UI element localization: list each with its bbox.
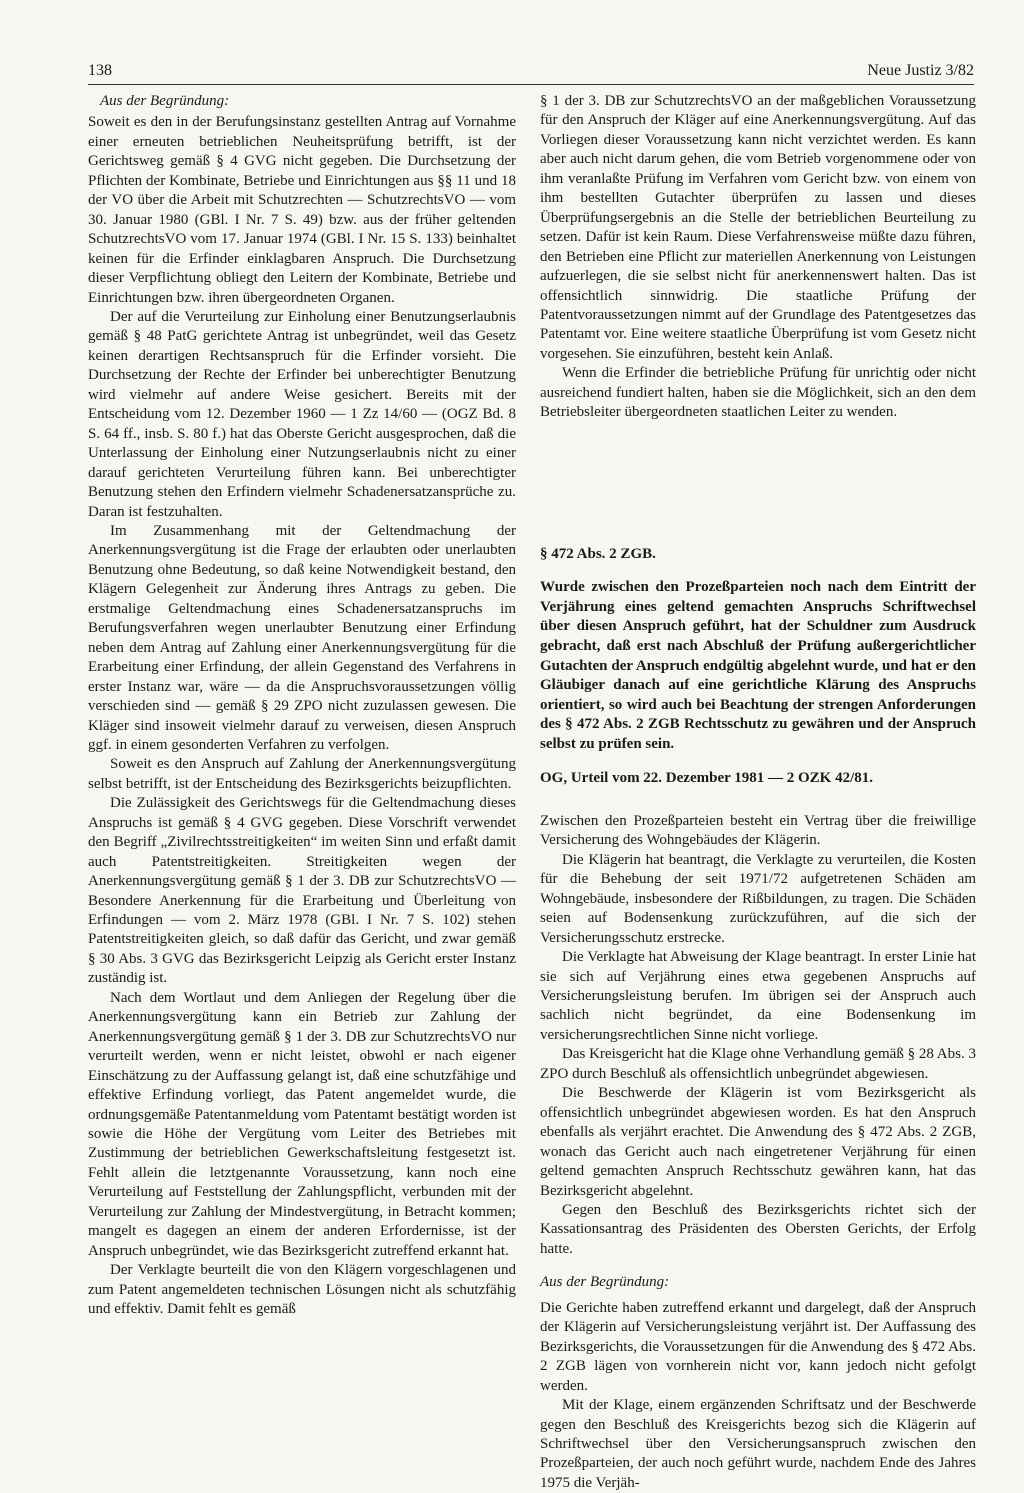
left-paragraph-7: Der Verklagte beurteilt die von den Klägern vorgeschlagenen und zum Patent angemeldeten technischen Lösungen nicht als schutzfähig und effektiv. Damit fehlt es gemäß xyxy=(88,1262,516,1318)
left-paragraph-5: Die Zulässigkeit des Gerichtswegs für die Geltendmachung dieses Anspruchs ist gemäß § 4 GVG gegeben. Diese Vorschrift verwendet den Begriff „Zivilrechtsstreitigkeiten“ im weiten Sinn und erfaßt damit auch Patentstreitigkeiten. Streitigkeiten wegen der Anerkennungsvergütung gemäß § 1 der 3. DB zur SchutzrechtsVO — Besondere Anerkennung für die Erarbeitung und Überleitung von Erfindungen — vom 2. März 1978 (GBl. I Nr. 7 S. 102) stehen Patentstreitigkeiten gleich, so daß dafür das Gericht, und zwar gemäß § 30 Abs. 3 GVG das Bezirksgericht Leipzig als Gericht erster Instanz zuständig ist. xyxy=(88,795,516,987)
headnote: Wurde zwischen den Prozeßparteien noch nach dem Eintritt der Verjährung eines geltend gemachten Anspruchs Schriftwechsel über diesen Anspruch geführt, hat der Schuldner zum Ausdruck gebracht, daß erst nach Abschluß der Prüfung außergerichtlicher Gutachten der Anspruch endgültig abgelehnt wurde, und hat er den Gläubiger danach auf eine gerichtliche Klärung des Anspruchs orientiert, so wird auch bei Beachtung der strengen Anforderungen des § 472 Abs. 2 ZGB Rechtsschutz zu gewähren und der Anspruch selbst zu prüfen sein. xyxy=(540,579,976,752)
heading-spacer xyxy=(540,564,976,578)
headnote-spacer xyxy=(540,755,976,769)
reasons-paragraph-1: Die Gerichte haben zutreffend erkannt und dargelegt, daß der Anspruch der Klägerin auf Versicherungsleistung verjährt ist. Der Auffassung des Bezirksgerichts, die Voraussetzungen für die Anwendung des § 472 Abs. 2 ZGB lägen von vornherein nicht vor, kann jedoch nicht gefolgt werden. xyxy=(540,1299,976,1394)
page-number: 138 xyxy=(88,62,112,79)
citation-spacer xyxy=(540,788,976,812)
page-header xyxy=(88,62,974,85)
reasons-paragraph-2: Mit der Klage, einem ergänzenden Schriftsatz und der Beschwerde gegen den Beschluß des Kreisgerichts bezog sich die Klägerin auf Schriftwechsel über den Versicherungsanspruch zwischen den Prozeßparteien, der auch noch geführt wurde, nachdem Ende des Jahres 1975 die Verjäh- xyxy=(540,1397,976,1491)
left-paragraph-6: Nach dem Wortlaut und dem Anliegen der Regelung über die Anerkennungsvergütung kann ein Betrieb zur Zahlung der Anerkennungsvergütung gemäß § 1 der 3. DB zur SchutzrechtsVO nur verurteilt werden, wenn er nicht leistet, obwohl er nach eigener Einschätzung zu der Auffassung gelangt ist, daß eine schutzfähige und effektive Erfindung vorliegt, das Patent angemeldet wurde, die ordnungsgemäße Patentanmeldung vom Patentamt bestätigt worden ist sowie die Höhe der Vergütung vom Leiter des Betriebes mit Zustimmung der betrieblichen Gewerkschaftsleitung festgesetzt ist. Fehlt allein die letztgenannte Voraussetzung, kann noch eine Verurteilung auf Feststellung der Zahlungspflicht, verbunden mit der Verurteilung zur Zahlung der Mindestvergütung, in Betracht kommen; mangelt es dagegen an einem der anderen Erfordernisse, ist der Anspruch unbegründet, wie das Bezirksgericht zutreffend erkannt hat. xyxy=(88,989,516,1259)
section-spacer xyxy=(540,423,976,545)
left-paragraph-4: Soweit es den Anspruch auf Zahlung der Anerkennungsvergütung selbst betrifft, ist der Entscheidung des Bezirksgerichts beizupflichten. xyxy=(88,756,516,792)
case-paragraph-4: Das Kreisgericht hat die Klage ohne Verhandlung gemäß § 28 Abs. 3 ZPO durch Beschluß als offensichtlich unbegründet abgewiesen. xyxy=(540,1046,976,1082)
right-paragraph-2: Wenn die Erfinder die betriebliche Prüfung für unrichtig oder nicht ausreichend fundiert halten, haben sie die Möglichkeit, sich an den dem Betriebsleiter übergeordneten staatlichen Leiter zu wenden. xyxy=(540,365,976,421)
left-column xyxy=(88,92,516,1320)
case-paragraph-1: Zwischen den Prozeßparteien besteht ein Vertrag über die freiwillige Versicherung des Wohngebäudes der Klägerin. xyxy=(540,812,976,849)
left-paragraph-3: Im Zusammenhang mit der Geltendmachung der Anerkennungsvergütung ist die Frage der erlaubten oder unerlaubten Benutzung ohne Bedeutung, so daß keine Notwendigkeit bestand, den Klägern Gelegenheit zur Änderung ihres Antrags zu geben. Die erstmalige Geltendmachung eines Schadenersatzanspruchs im Berufungsverfahren wegen unerlaubter Benutzung einer Erfindung neben dem Antrag auf Zahlung einer Anerkennungsvergütung für die Erarbeitung einer Erfindung, der allein Gegenstand des Verfahrens in erster Instanz war, wäre — da die Anspruchsvoraussetzungen völlig verschieden sind — gemäß § 29 ZPO nicht zuzulassen gewesen. Die Kläger sind insoweit vielmehr darauf zu verweisen, diesen Anspruch ggf. in einem gesonderten Verfahren zu verfolgen. xyxy=(88,522,516,753)
right-paragraph-1: § 1 der 3. DB zur SchutzrechtsVO an der maßgeblichen Voraussetzung für den Anspruch der Kläger auf eine Anerkennungsvergütung. Auf das Vorliegen dieser Voraussetzung kann nicht verzichtet werden. Es kann aber auch nicht darum gehen, die vom Betrieb vorgenommene oder von ihm veranlaßte Prüfung im Verfahren vom Gericht bzw. von einem von ihm bestellten Gutachter überprüfen zu lassen und dieses Überprüfungsergebnis an die Stelle der betrieblichen Beurteilung zu setzen. Dafür ist kein Raum. Diese Verfahrensweise müßte dazu führen, den Betrieben eine Pflicht zur materiellen Anerkennung von Leistungen aufzuerlegen, die sie selbst nicht für anerkennenswert halten. Das ist offensichtlich sinnwidrig. Die staatliche Prüfung der Patentvoraussetzungen nimmt auf der Grundlage des Patentgesetzes das Patentamt vor. Eine weitere staatliche Überprüfung ist vom Gesetz nicht vorgesehen. Sie einzuführen, besteht kein Anlaß. xyxy=(540,93,976,362)
case-paragraph-6: Gegen den Beschluß des Bezirksgerichts richtet sich der Kassationsantrag des Präsidenten des Obersten Gerichts, der Erfolg hatte. xyxy=(540,1202,976,1257)
right-column xyxy=(540,92,976,1493)
section-heading: § 472 Abs. 2 ZGB. xyxy=(540,545,656,562)
journal-name: Neue Justiz 3/82 xyxy=(867,62,974,79)
court-citation: OG, Urteil vom 22. Dezember 1981 — 2 OZK 42/81. xyxy=(540,769,874,786)
left-paragraph-2: Der auf die Verurteilung zur Einholung einer Benutzungserlaubnis gemäß § 48 PatG gerichtete Antrag ist unbegründet, weil das Gesetz keinen derartigen Rechtsanspruch für die Erfinder vorsieht. Die Durchsetzung der Rechte der Erfinder bei unberechtigter Benutzung wird vielmehr auf andere Weise gesichert. Bereits mit der Entscheidung vom 12. Dezember 1960 — 1 Zz 14/60 — (OGZ Bd. 8 S. 64 ff., insb. S. 80 f.) hat das Oberste Gericht ausgesprochen, daß die Unterlassung der Einholung einer Nutzungserlaubnis nicht zu einer darauf gerichteten Verurteilung führen kann. Bei unberechtigter Benutzung stehen den Erfindern vielmehr Schadenersatzansprüche zu. Daran ist festzuhalten. xyxy=(88,308,516,520)
left-subheading: Aus der Begründung: xyxy=(100,93,230,109)
reasons-spacer xyxy=(540,1259,976,1273)
case-paragraph-3: Die Verklagte hat Abweisung der Klage beantragt. In erster Linie hat sie sich auf Verjährung eines etwa gegebenen Anspruchs auf Versicherungsleistung berufen. Im übrigen sei der Anspruch auch sachlich nicht begründet, da eine Bodensenkung im versicherungsrechtlichen Sinne nicht vorliege. xyxy=(540,949,976,1043)
case-paragraph-2: Die Klägerin hat beantragt, die Verklagte zu verurteilen, die Kosten für die Behebung der seit 1971/72 aufgetretenen Schäden am Wohngebäude, insbesondere der Rißbildungen, zu tragen. Die Schäden seien auf Bodensenkung zurückzuführen, auf die sich der Versicherungsschutz erstrecke. xyxy=(540,851,976,946)
case-paragraph-5: Die Beschwerde der Klägerin ist vom Bezirksgericht als offensichtlich unbegründet abgewiesen worden. Es hat den Anspruch ebenfalls als verjährt erachtet. Die Anwendung des § 472 Abs. 2 ZGB, wonach das Gericht auch nach eingetretener Verjährung für einen geltend gemachten Anspruch Rechtsschutz gewähren kann, hat das Bezirksgericht abgelehnt. xyxy=(540,1085,976,1199)
left-paragraph-1: Soweit es den in der Berufungsinstanz gestellten Antrag auf Vornahme einer erneuten betrieblichen Neuheitsprüfung betrifft, ist der Gerichtsweg gemäß § 4 GVG nicht gegeben. Die Durchsetzung der Pflichten der Kombinate, Betriebe und Einrichtungen aus §§ 11 und 18 der VO über die Arbeit mit Schutzrechten — SchutzrechtsVO — vom 30. Januar 1980 (GBl. I Nr. 7 S. 49) bzw. aus der früher geltenden SchutzrechtsVO vom 17. Januar 1974 (GBl. I Nr. 15 S. 133) beinhaltet keinen für die Erfinder einklagbaren Anspruch. Die Durchsetzung dieser Verpflichtung obliegt den Leitern der Kombinate, Betriebe und Einrichtungen bzw. ihren übergeordneten Organen. xyxy=(88,114,516,306)
right-subheading: Aus der Begründung: xyxy=(540,1274,670,1291)
